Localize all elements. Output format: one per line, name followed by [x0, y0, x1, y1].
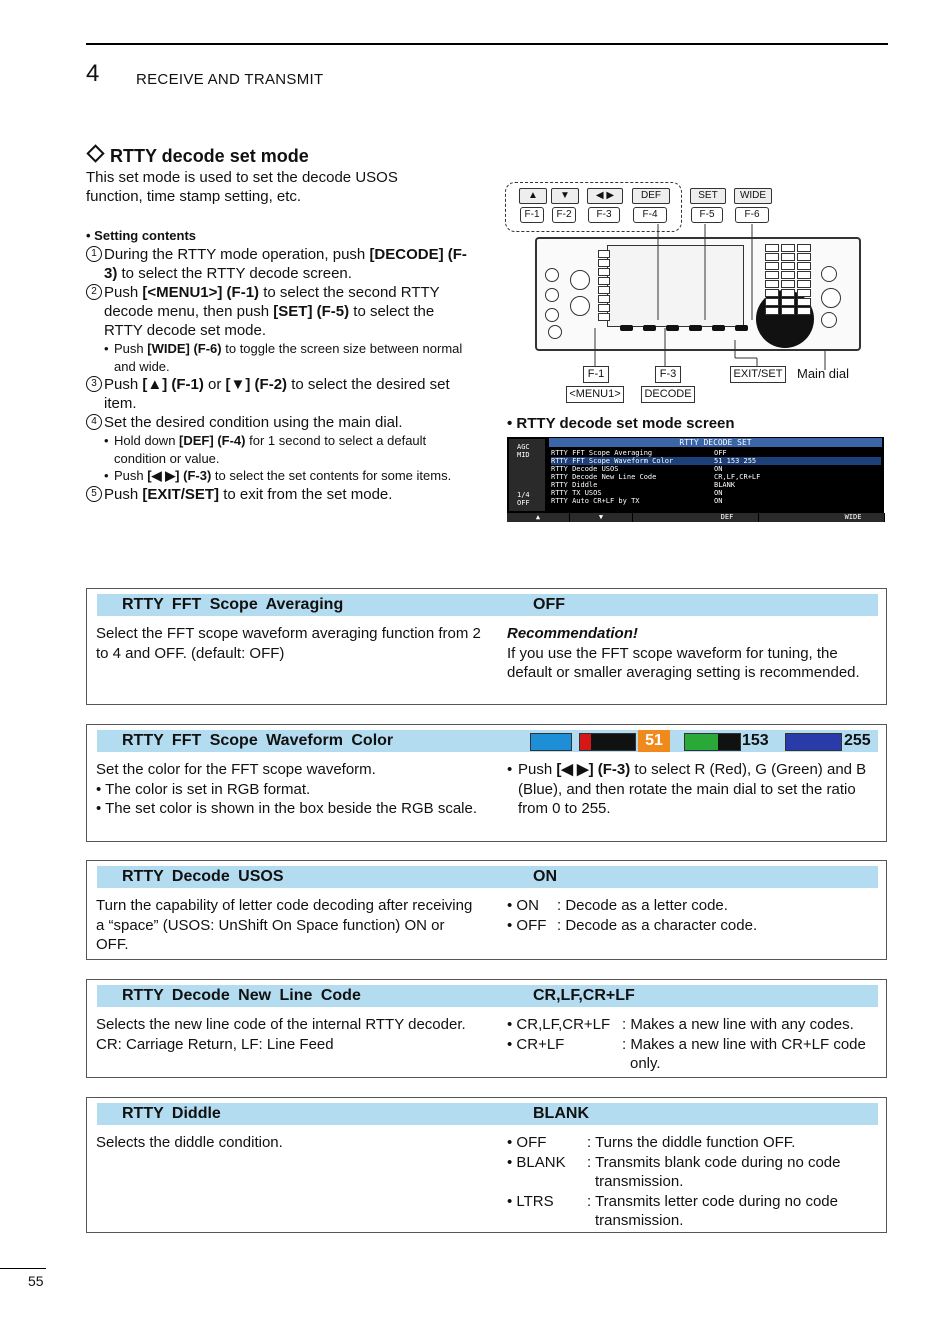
setting-value: BLANK [533, 1105, 589, 1122]
flabel-4: F-5 [691, 207, 723, 223]
setting-description [96, 1015, 481, 1054]
option-row [507, 896, 877, 916]
setting-options [507, 760, 877, 819]
description-line: CR: Carriage Return, LF: Line Feed [96, 1035, 334, 1053]
option-key: • BLANK [507, 1153, 566, 1171]
lcd-row [551, 489, 881, 497]
option-key: • CR+LF [507, 1035, 565, 1053]
step-note [86, 467, 471, 485]
section-title-text: RTTY decode set mode [110, 146, 309, 166]
label-f3: F-3 [655, 366, 681, 383]
text-run: Set the desired condition using the main dial. [104, 414, 403, 431]
setting-table [86, 860, 887, 960]
setting-options [507, 1133, 877, 1231]
label-f1: F-1 [583, 366, 609, 383]
step-item [86, 413, 471, 432]
setting-name: RTTY FFT Scope Averaging [122, 596, 344, 613]
lcd-row [551, 449, 881, 457]
text-run: Push [104, 376, 143, 393]
key-0: ▲ [519, 188, 547, 204]
option-key: • OFF [507, 916, 547, 934]
step-item [86, 283, 471, 340]
lcd-row [551, 457, 881, 465]
lcd-row-name: RTTY Diddle [551, 481, 598, 489]
option-desc: : Decode as a letter code. [557, 897, 728, 914]
lcd-row-value: 51 153 255 [714, 457, 757, 465]
setting-name: RTTY FFT Scope Waveform Color [122, 732, 394, 749]
top-rule [86, 43, 888, 45]
setting-description [96, 760, 481, 819]
lcd-row-value: ON [714, 497, 723, 505]
option-desc: : Makes a new line with any codes. [622, 1016, 854, 1033]
description-line: Set the color for the FFT scope waveform. [96, 761, 376, 778]
setting-description [96, 624, 481, 663]
setting-options [507, 1015, 877, 1074]
diamond-icon [86, 144, 104, 162]
text-run: [SET] (F-5) [273, 303, 350, 320]
green-scale [684, 733, 741, 751]
lcd-row-value: CR,LF,CR+LF [714, 473, 761, 481]
text-run: to select the second RTTY decode menu, then push [104, 284, 440, 320]
option-text: If you use the FFT scope waveform for tuning, the default or smaller averaging setting is recommended. [507, 644, 860, 681]
step-number: 2 [86, 284, 102, 300]
flabel-1: F-2 [552, 207, 576, 223]
description-line: Select the FFT scope waveform averaging function from 2 to 4 and OFF. (default: OFF) [96, 625, 481, 662]
lcd-fkey: WIDE [822, 513, 885, 522]
option-row [507, 1192, 877, 1231]
setting-header [97, 985, 878, 1007]
description-line: Selects the new line code of the internal RTTY decoder. [96, 1016, 466, 1033]
option-key: • CR,LF,CR+LF [507, 1016, 611, 1033]
chapter-number: 4 [86, 60, 100, 87]
steps-list [86, 245, 471, 504]
text-run: for 1 second to select a default condition or value. [114, 433, 427, 466]
text-run: Push [114, 341, 148, 356]
step-item [86, 375, 471, 413]
lcd-row-name: RTTY Decode New Line Code [551, 473, 657, 481]
setting-header [97, 594, 878, 616]
label-decode: DECODE [641, 386, 695, 403]
option-row [507, 1035, 877, 1074]
flabel-2: F-3 [588, 207, 620, 223]
step-number: 1 [86, 246, 102, 262]
text-run: [▼] (F-2) [225, 376, 288, 393]
lcd-row [551, 497, 881, 505]
lcd-row [551, 465, 881, 473]
setting-options [507, 624, 877, 683]
lcd-row-name: RTTY Auto CR+LF by TX [551, 497, 640, 505]
option-row [507, 1015, 877, 1035]
description-line: Selects the diddle condition. [96, 1134, 283, 1151]
section-intro: This set mode is used to set the decode USOS function, time stamp setting, etc. [86, 169, 398, 205]
lcd-row-value: BLANK [714, 481, 736, 489]
lcd-fkey: DEF [696, 513, 759, 522]
flabel-3: F-4 [633, 207, 667, 223]
text-run: to select the set contents for some items. [211, 468, 452, 483]
lcd-fkey: ▼ [570, 513, 633, 522]
option-desc: : Makes a new line with CR+LF code only. [622, 1035, 866, 1072]
setting-table [86, 724, 887, 842]
text-run: to select the RTTY decode screen. [117, 265, 352, 282]
section-title [86, 146, 309, 167]
text-run: to select the desired set item. [104, 376, 450, 412]
lcd-row-name: RTTY Decode USOS [551, 465, 619, 473]
setting-table [86, 979, 887, 1078]
flabel-0: F-1 [520, 207, 544, 223]
text-run: During the RTTY mode operation, push [104, 246, 370, 263]
setting-table [86, 1097, 887, 1233]
setting-options [507, 896, 877, 935]
step-number: 3 [86, 376, 102, 392]
text-run: [<MENU1>] (F-1) [142, 284, 260, 301]
text-run: [WIDE] (F-6) [147, 341, 222, 356]
key-4: SET [690, 188, 726, 204]
text-run: or [203, 376, 226, 393]
text-run: Push [104, 284, 143, 301]
lcd-row-value: OFF [714, 449, 727, 457]
step-item [86, 485, 471, 504]
setting-table [86, 588, 887, 705]
lcd-fkey: ▲ [507, 513, 570, 522]
key-1: ▼ [551, 188, 579, 204]
setting-header [97, 1103, 878, 1125]
text-run: Push [518, 761, 557, 778]
option-row [507, 1153, 877, 1192]
setting-name: RTTY Decode USOS [122, 868, 284, 885]
page-number: 55 [28, 1273, 44, 1289]
setting-name: RTTY Diddle [122, 1105, 221, 1122]
option-key: • OFF [507, 1134, 547, 1151]
lcd-row-value: ON [714, 465, 723, 473]
step-item [86, 245, 471, 283]
lcd-filter: 1/4 OFF [517, 491, 530, 507]
chapter-title: RECEIVE AND TRANSMIT [136, 71, 324, 88]
step-number: 5 [86, 486, 102, 502]
lcd-function-bar [507, 513, 884, 522]
description-line: • The color is set in RGB format. [96, 780, 311, 798]
option-desc: : Decode as a character code. [557, 916, 758, 934]
text-run: Push [104, 485, 143, 503]
lcd-row-name: RTTY TX USOS [551, 489, 602, 497]
option-row [507, 1133, 877, 1153]
lcd-left-panel [509, 439, 545, 511]
label-exit-set: EXIT/SET [730, 366, 786, 383]
text-run: [▲] (F-1) [142, 376, 204, 393]
option-desc: : Turns the diddle function OFF. [587, 1134, 796, 1151]
setting-name: RTTY Decode New Line Code [122, 987, 361, 1004]
description-line: • The set color is shown in the box beside the RGB scale. [96, 800, 478, 817]
setting-contents-heading: • Setting contents [86, 228, 196, 243]
text-run: to select the RTTY decode set mode. [104, 303, 435, 339]
text-run: Push [114, 468, 148, 483]
red-value: 51 [638, 730, 670, 752]
text-run: Hold down [114, 433, 180, 448]
option-desc: : Transmits blank code during no code transmission. [587, 1153, 841, 1190]
text-run: to select R (Red), G (Green) and B (Blue), and then rotate the main dial to set the ratio from 0 to 255. [518, 761, 867, 817]
red-scale [579, 733, 636, 751]
text-run: to exit from the set mode. [219, 485, 393, 503]
flabel-5: F-6 [735, 207, 769, 223]
screen-caption: • RTTY decode set mode screen [507, 415, 735, 432]
setting-header [97, 866, 878, 888]
lcd-row [551, 481, 881, 489]
step-note [86, 432, 471, 467]
lcd-screen [507, 437, 884, 522]
green-value: 153 [742, 732, 769, 749]
step-number: 4 [86, 414, 102, 430]
setting-value: CR,LF,CR+LF [533, 987, 635, 1004]
lcd-title: RTTY DECODE SET [549, 438, 882, 447]
text-run: [DECODE] (F-3) [104, 246, 467, 282]
option-desc: : Transmits letter code during no code transmission. [587, 1192, 838, 1229]
setting-description [96, 1133, 481, 1153]
lcd-row [551, 473, 881, 481]
text-run: [EXIT/SET] [142, 485, 220, 503]
option-key: • LTRS [507, 1192, 554, 1210]
blue-value: 255 [844, 732, 871, 749]
lcd-agc: AGC MID [517, 443, 530, 459]
description-line: Turn the capability of letter code decoding after receiving a “space” (USOS: UnShift On Space function) ON or OFF. [96, 897, 473, 953]
lcd-row-value: ON [714, 489, 723, 497]
setting-value: OFF [533, 596, 565, 613]
setting-header [97, 730, 878, 752]
label-menu1: <MENU1> [566, 386, 624, 403]
blue-scale [785, 733, 842, 751]
page-rule [0, 1268, 46, 1269]
text-run: [◀ ▶] (F-3) [147, 468, 212, 483]
setting-value: ON [533, 868, 557, 885]
key-5: WIDE [734, 188, 772, 204]
label-main-dial: Main dial [797, 366, 850, 381]
recommendation-title: Recommendation! [507, 625, 638, 642]
text-run: to toggle the screen size between normal and wide. [114, 341, 463, 374]
lcd-row-name: RTTY FFT Scope Averaging [551, 449, 653, 457]
text-run: [◀ ▶] (F-3) [556, 761, 631, 778]
step-note [86, 340, 471, 375]
setting-description [96, 896, 481, 955]
option-key: • ON [507, 897, 539, 914]
option-row [507, 916, 877, 936]
lcd-row-name: RTTY FFT Scope Waveform Color [551, 457, 674, 465]
key-2: ◀ ▶ [587, 188, 623, 204]
text-run: [DEF] (F-4) [179, 433, 246, 448]
key-3: DEF [632, 188, 670, 204]
option-text [507, 760, 877, 819]
color-swatch [530, 733, 572, 751]
